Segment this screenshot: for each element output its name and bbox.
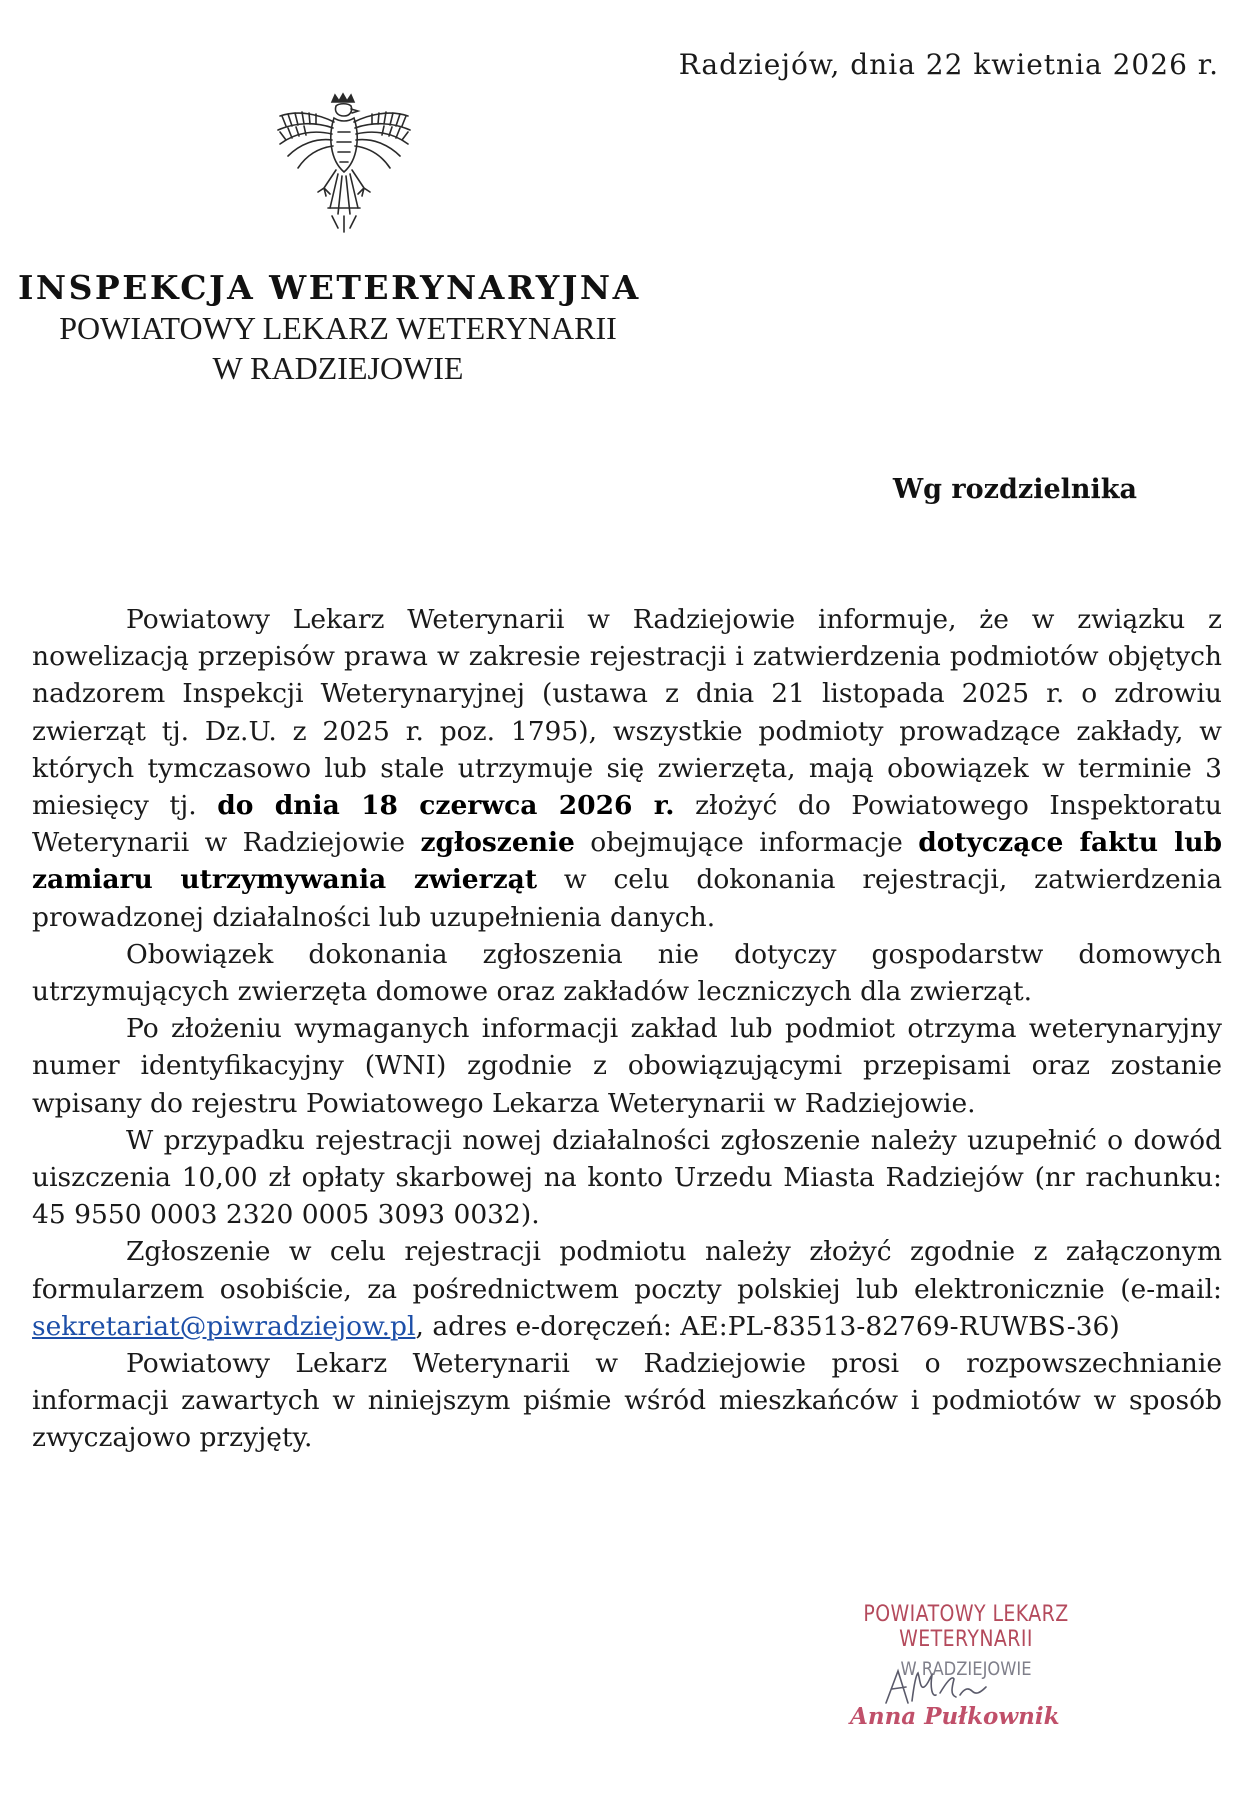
stamp-signatory-name: Anna Pułkownik (850, 1703, 1060, 1730)
stamp-line-location: W RADZIEJOWIE (900, 1658, 1032, 1680)
recipient-line: Wg rozdzielnika (892, 474, 1137, 505)
paragraph-submission: Zgłoszenie w celu rejestracji podmiotu należy złożyć zgodnie z załączonym formularzem osobiście, za pośrednictwem poczty polskiej lub elektronicznie (e-mail: sekretariat@piwradziejow.pl, adres e-doręczeń: AE:PL-83513-82769-RUWBS-36) (32, 1236, 1222, 1342)
institution-office: POWIATOWY LEKARZ WETERYNARII (59, 310, 617, 346)
bold-animal-keeping: dotyczące faktu lub zamiaru utrzymywania zwierząt (32, 827, 1223, 896)
bold-notification: zgłoszenie (420, 827, 575, 859)
paragraph-fee: W przypadku rejestracji nowej działalności zgłoszenie należy uzupełnić o dowód uiszczenia 10,00 zł opłaty skarbowej na konto Urzedu Miasta Radziejów (nr rachunku: 45 9550 0003 2320 0005 3093 0032). (32, 1124, 1222, 1231)
stamp-line-office: POWIATOWY LEKARZ WETERYNARII (863, 1602, 1069, 1652)
letter-date: Radziejów, dnia 22 kwietnia 2026 r. (678, 48, 1219, 81)
paragraph-wni-number: Po złożeniu wymaganych informacji zakład lub podmiot otrzyma weterynaryjny numer identyfikacyjny (WNI) zgodnie z obowiązującymi przepisami oraz zostanie wpisany do rejestru Powiatowego Lekarza Weterynarii w Radziejowie. (32, 1013, 1222, 1119)
paragraph-exemption: Obowiązek dokonania zgłoszenia nie dotyczy gospodarstw domowych utrzymujących zwierzęta domowe oraz zakładów leczniczych dla zwierząt. (32, 938, 1222, 1008)
paragraph-registration-obligation: Powiatowy Lekarz Weterynarii w Radziejowie informuje, że w związku z nowelizacją przepisów prawa w zakresie rejestracji i zatwierdzenia podmiotów objętych nadzorem Inspekcji Weterynaryjnej (ustawa z dnia 21 listopada 2025 r. o zdrowiu zwierząt tj. Dz.U. z 2025 r. poz. 1795), wszystkie podmioty prowadzące zakłady, w których tymczasowo lub stale utrzymuje się zwierzęta, mają obowiązek w terminie 3 miesięcy tj. do dnia 18 czerwca 2026 r. złożyć do Powiatowego Inspektoratu Weterynarii w Radziejowie zgłoszenie obejmujące informacje dotyczące faktu lub zamiaru utrzymywania zwierząt w celu dokonania rejestracji, zatwierdzenia prowadzonej działalności lub uzupełnienia danych. (32, 604, 1223, 933)
institution-location: W RADZIEJOWIE (212, 350, 464, 386)
institution-name: INSPEKCJA WETERYNARYJNA (18, 268, 641, 307)
polish-eagle-emblem-icon (268, 92, 418, 234)
letter-body (32, 601, 1222, 1457)
paragraph-dissemination: Powiatowy Lekarz Weterynarii w Radziejowie prosi o rozpowszechnianie informacji zawartych w niniejszym piśmie wśród mieszkańców i podmiotów w sposób zwyczajowo przyjęty. (32, 1348, 1222, 1454)
deadline-date: do dnia 18 czerwca 2026 r. (217, 790, 675, 822)
email-link[interactable]: sekretariat@piwradziejow.pl (32, 1310, 416, 1342)
